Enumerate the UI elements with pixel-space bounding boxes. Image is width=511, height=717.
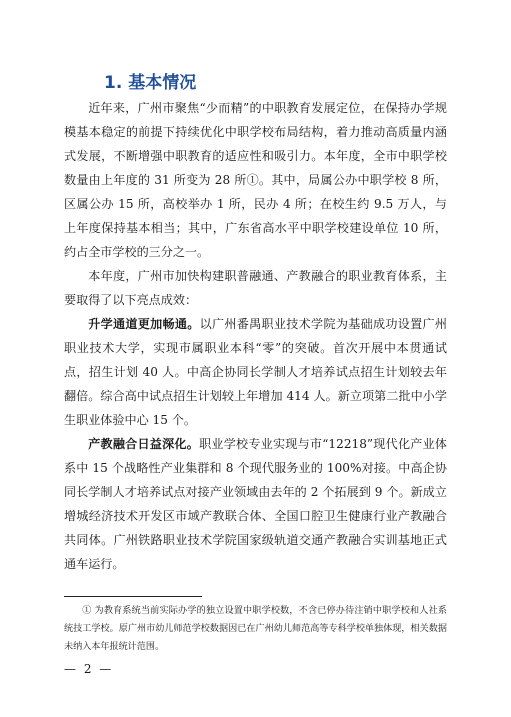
paragraph-pathways-lead: 升学通道更加畅通。 [88, 317, 200, 331]
footnote-text: 为教育系统当前实际办学的独立设置中职学校数，不含已停办待注销中职学校和人社系统技工学校。原广州市幼儿师范学校数据因已在广州幼儿师范高等专科学校单独体现，相关数据未纳入本年报统计范围。 [64, 606, 447, 652]
footnote-marker: ① [82, 606, 92, 616]
paragraph-highlights-intro: 本年度，广州市加快构建职普融通、产教融合的职业教育体系，主要取得了以下亮点成效： [64, 269, 447, 307]
footnote [64, 602, 447, 656]
paragraph-pathways [64, 312, 447, 432]
section-heading: 1. 基本情况 [104, 73, 197, 93]
paragraph-overview: 近年来，广州市聚焦“少而精”的中职教育发展定位，在保持办学规模基本稳定的前提下持续优化中职学校布局结构，着力推动高质量内涵式发展，不断增强中职教育的适应性和吸引力。本年度，全市中职学校数量由上年度的 31 所变为 28 所①。其中，局属公办中职学校 8 所，区属公办 15 所，高校举办 1 所，民办 4 所；在校生约 9.5 万人，与上年度保持基本相当；其中，广东省高水平中职学校建设单位 10 所，约占全市学校的三分之一。 [64, 101, 447, 259]
paragraph-industry-lead: 产教融合日益深化。 [88, 437, 200, 451]
footnote-divider [64, 596, 202, 597]
paragraph-pathways-body: 以广州番禺职业技术学院为基础成功设置广州职业技术大学，实现市属职业本科“零”的突破。首次开展中本贯通试点，招生计划 40 人。中高企协同长学制人才培养试点招生计划较去年翻倍。综合高中试点招生计划较上年增加 414 人。新立项第二批中小学生职业体验中心 15 个。 [64, 317, 447, 427]
page-number: — 2 — [64, 662, 114, 676]
paragraph-industry-body: 职业学校专业实现与市“12218”现代化产业体系中 15 个战略性产业集群和 8 个现代服务业的 100%对接。中高企协同长学制人才培养试点对接产业领域由去年的 2 个拓展到 9 个。新成立增城经济技术开发区市域产教联合体、全国口腔卫生健康行业产教融合共同体。广州铁路职业技术学院国家级轨道交通产教融合实训基地正式通车运行。 [64, 437, 447, 571]
paragraph-industry-integration [64, 432, 447, 576]
